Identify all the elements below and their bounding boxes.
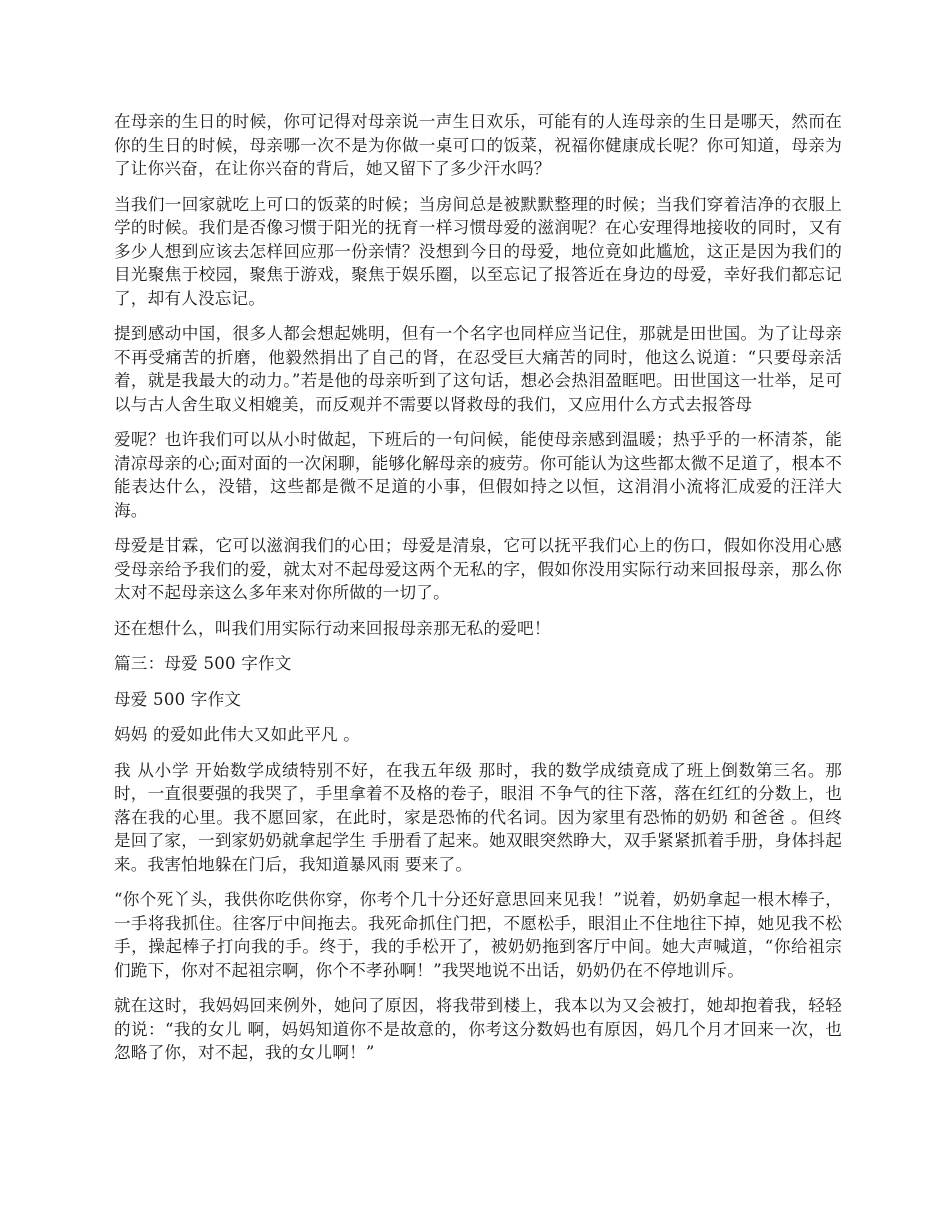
paragraph-grandmother-scolding: “你个死丫头，我供你吃供你穿，你考个几十分还好意思回来见我！”说着，奶奶拿起一根木棒子，一手将我抓住。往客厅中间拖去。我死命抓住门把，不愿松手，眼泪止不住地往下掉，她见我不松手，操起棒子打向我的手。终于，我的手松开了，被奶奶拖到客厅中间。她大声喊道，“你给祖宗们跪下，你对不起祖宗啊，你个不孝孙啊！”我哭地说不出话，奶奶仍在不停地训斥。 [114,890,842,980]
paragraph-opening-line: 妈妈 的爱如此伟大又如此平凡 。 [114,725,361,744]
paragraph-birthday: 在母亲的生日的时候，你可记得对母亲说一声生日欢乐，可能有的人连母亲的生日是哪天，然而在你的生日的时候，母亲哪一次不是为你做一桌可口的饭菜，祝福你健康成长呢？你可知道，母亲为了让你兴奋，在让你兴奋的背后，她又留下了多少汗水吗？ [114,112,842,178]
paragraph-small-acts: 爱呢？也许我们可以从小时做起，下班后的一句问候，能使母亲感到温暖；热乎乎的一杯清茶，能清凉母亲的心;面对面的一次闲聊，能够化解母亲的疲劳。你可能认为这些都太微不足道了，根本不能表达什么，没错，这些都是微不足道的小事，但假如持之以恒，这涓涓小流将汇成爱的汪洋大海。 [114,430,842,520]
essay-title: 母爱 500 字作文 [114,689,242,709]
document-body [114,110,842,1077]
paragraph-mother-returns: 就在这时，我妈妈回来例外，她问了原因，将我带到楼上，我本以为又会被打，她却抱着我，轻轻的说：“我的女儿 啊，妈妈知道你不是故意的，你考这分数妈也有原因，妈几个月才回来一次，也忽略了你，对不起，我的女儿啊！” [114,996,842,1062]
paragraph-mother-love-metaphor: 母爱是甘霖，它可以滋润我们的心田；母爱是清泉，它可以抚平我们心上的伤口，假如你没用心感受母亲给予我们的爱，就太对不起母爱这两个无私的字，假如你没用实际行动来回报母亲，那么你太对不起母亲这么多年来对你所做的一切了。 [114,536,842,602]
paragraph-tian-shiguo: 提到感动中国，很多人都会想起姚明，但有一个名字也同样应当记住，那就是田世国。为了让母亲不再受痛苦的折磨，他毅然捐出了自己的肾，在忍受巨大痛苦的同时，他这么说道：“只要母亲活着，就是我最大的动力。”若是他的母亲听到了这句话，想必会热泪盈眶吧。田世国这一壮举，足可以与古人舍生取义相媲美，而反观并不需要以肾救母的我们，又应用什么方式去报答母 [114,324,842,414]
paragraph-call-to-action: 还在想什么，叫我们用实际行动来回报母亲那无私的爱吧！ [114,618,551,638]
section-heading: 篇三：母爱 500 字作文 [114,654,292,673]
paragraph-math-grades: 我 从小学 开始数学成绩特别不好，在我五年级 那时，我的数学成绩竟成了班上倒数第三名。那时，一直很要强的我哭了，手里拿着不及格的卷子，眼泪 不争气的往下落，落在红红的分数上，也落在我的心里。我不愿回家，在此时，家是恐怖的代名词。因为家里有恐怖的奶奶 和爸爸 。但终是回了家，一到家奶奶就拿起学生 手册看了起来。她双眼突然睁大，双手紧紧抓着手册，身体抖起来。我害怕地躲在门后，我知道暴风雨 要来了。 [114,760,842,874]
paragraph-daily-care: 当我们一回家就吃上可口的饭菜的时候；当房间总是被默默整理的时候；当我们穿着洁净的衣服上学的时候。我们是否像习惯于阳光的抚育一样习惯母爱的滋润呢？在心安理得地接收的同时，又有多少人想到应该去怎样回应那一份亲情？没想到今日的母爱，地位竟如此尴尬，这正是因为我们的目光聚焦于校园，聚焦于游戏，聚焦于娱乐圈，以至忘记了报答近在身边的母爱，幸好我们都忘记了，却有人没忘记。 [114,194,842,308]
